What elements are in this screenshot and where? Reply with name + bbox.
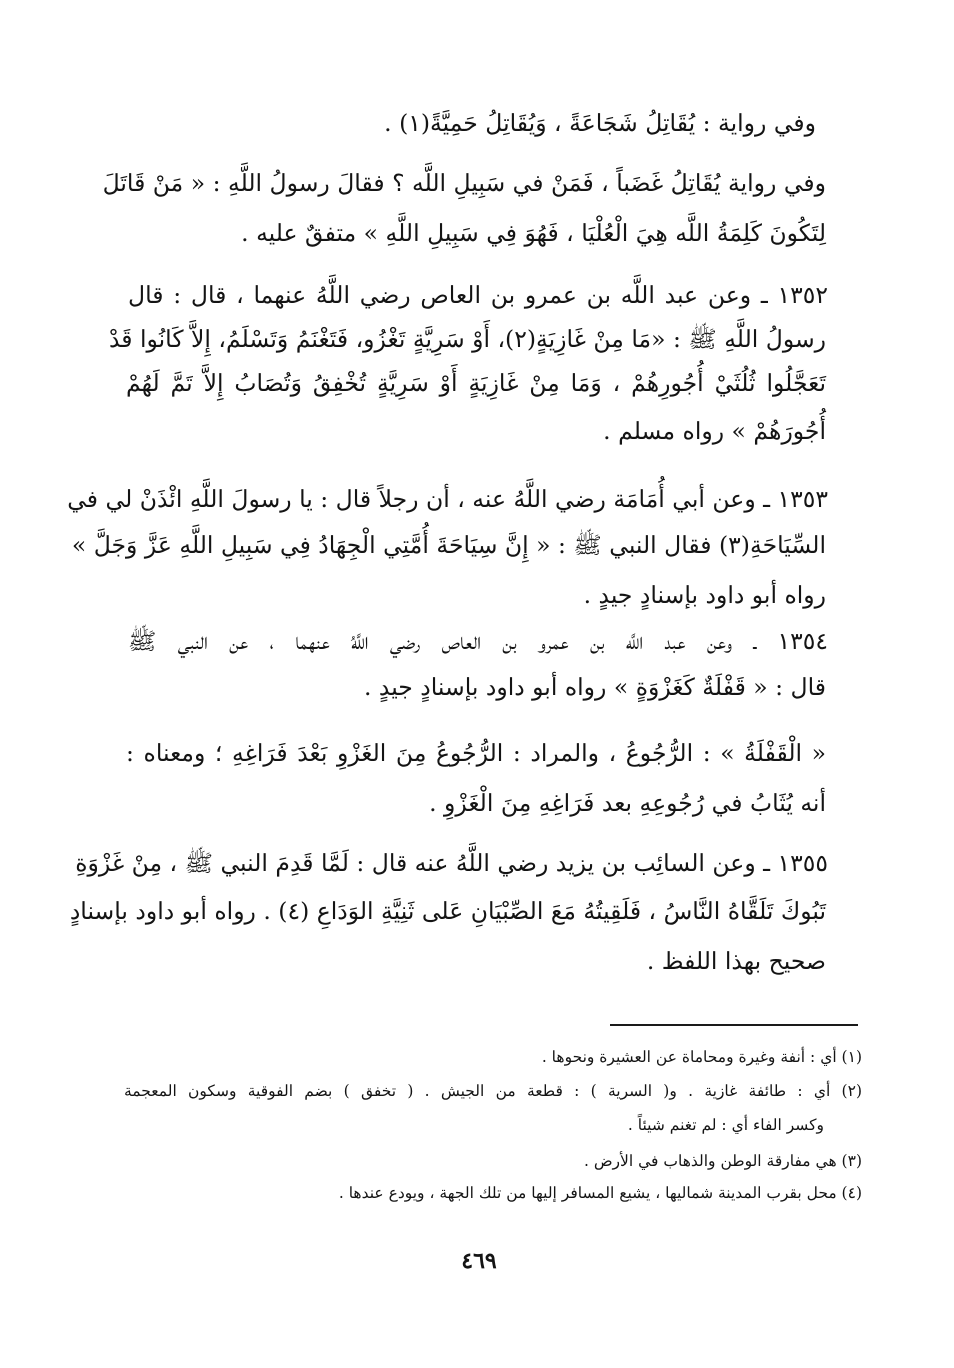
text-line: قال : « قَفْلَةٌ كَغَزْوَةٍ » رواه أبو داود بإسنادٍ جيدٍ . [363, 673, 826, 701]
footnote-line: (١) أي : أنفة وغيرة ومحاماة عن العشيرة ونحوها . [541, 1048, 862, 1066]
text-line: تَعَجَّلُوا ثُلُثَيْ أُجُورِهُمْ ، وَمَا مِنْ غَازِيَةٍ أَوْ سَرِيَّةٍ تُخْفِقُ وَتُصَابُ إِلاَّ تَمَّ لَهُمْ [126, 369, 826, 397]
footnote-line: (٣) هي مفارقة الوطن والذهاب في الأرض . [583, 1152, 862, 1170]
text-line: « الْقَفْلَةُ » : الرُّجُوعُ ، والمراد : الرُّجُوعُ مِنَ الغَزْوِ بَعْدَ فَرَاغِهِ ؛ ومعناه : [126, 739, 826, 767]
text-line: صحيح بهذا اللفظ . [646, 947, 826, 975]
hadith-1355-line: ١٣٥٥ ـ وعن السائِب بن يزيد رضي اللَّهُ عنه قال : لَمَّا قَدِمَ النبي ﷺ ، مِنْ غَزْوَةِ [75, 849, 828, 877]
text-line: وفي رواية يُقَاتِلُ غَضَباً ، فَمَنْ في سَبِيلِ اللَّه ؟ فقالَ رسولُ اللَّهِ : « مَنْ قَاتَلَ [102, 169, 826, 197]
text-line: أُجُورَهُمْ » رواه مسلم . [603, 417, 826, 445]
text-line: لِتَكُونَ كَلِمَةُ اللَّه هِيَ الْعُلْيَا ، فَهُوَ فِي سَبِيلِ اللَّهِ » متفقٌ عليه . [241, 219, 826, 247]
text-line: رواه أبو داود بإسنادٍ جيدٍ . [583, 581, 826, 609]
footnote-divider [610, 1024, 858, 1026]
text-line: السِّيَاحَةِ(٣) فقال النبي ﷺ : « إِنَّ سِيَاحَةَ أُمَّتِي الْجِهَادُ فِي سَبِيلِ اللَّهِ عَزَّ وَجَلَّ » [71, 531, 826, 559]
hadith-1354-line: ١٣٥٤ ـ وعن عبد اللَّه بن عمرو بن العاص رضي اللَّهُ عنهما ، عن النبي ﷺ [128, 627, 828, 655]
text-line: تَبُوكَ تَلَقَّاهُ النَّاسُ ، فَلَقِيتُهُ مَعَ الصِّبْيَانِ عَلى ثَنِيَّةِ الوَدَاعِ (٤) . رواه أبو داود بإسنادٍ [69, 897, 826, 925]
footnote-line: (٢) أي : طائفة غازية . و( السرية ) : قطعة من الجيش . ( تخفق ) بضم الفوقية وسكون المعجمة [124, 1082, 862, 1100]
page-number: ٤٦٩ [461, 1248, 497, 1274]
text-line: أنه يُثَابُ في رُجُوعِهِ بعد فَرَاغِهِ مِنَ الْغَزْوِ . [429, 789, 826, 817]
text-line: رسولُ اللَّهِ ﷺ : «مَا مِنْ غَازِيَةٍ(٢)، أَوْ سَرِيَّةٍ تَغْزُو، فَتَغْنَمُ وَتَسْلَمُ، إِلاَّ كَانُوا قَدْ [108, 325, 826, 353]
footnote-line: (٤) محل بقرب المدينة شماليها ، يشيع المسافر إليها من تلك الجهة ، ويودع عندها . [338, 1184, 862, 1202]
hadith-1352-line: ١٣٥٢ ـ وعن عبد اللَّه بن عمرو بن العاص رضي اللَّهُ عنهما ، قال : قال [128, 281, 828, 309]
text-line: وفي رواية : يُقَاتِلُ شَجَاعَةً ، وَيُقَاتِلُ حَمِيَّةً(١) . [384, 109, 816, 137]
hadith-1353-line: ١٣٥٣ ـ وعن أبي أُمَامَة رضي اللَّهُ عنه ، أن رجلاً قال : يا رسولَ اللَّهِ ائْذَنْ لي في [67, 485, 828, 513]
footnote-line: وكسر الفاء أي : لم تغنم شيئاً . [627, 1116, 824, 1134]
